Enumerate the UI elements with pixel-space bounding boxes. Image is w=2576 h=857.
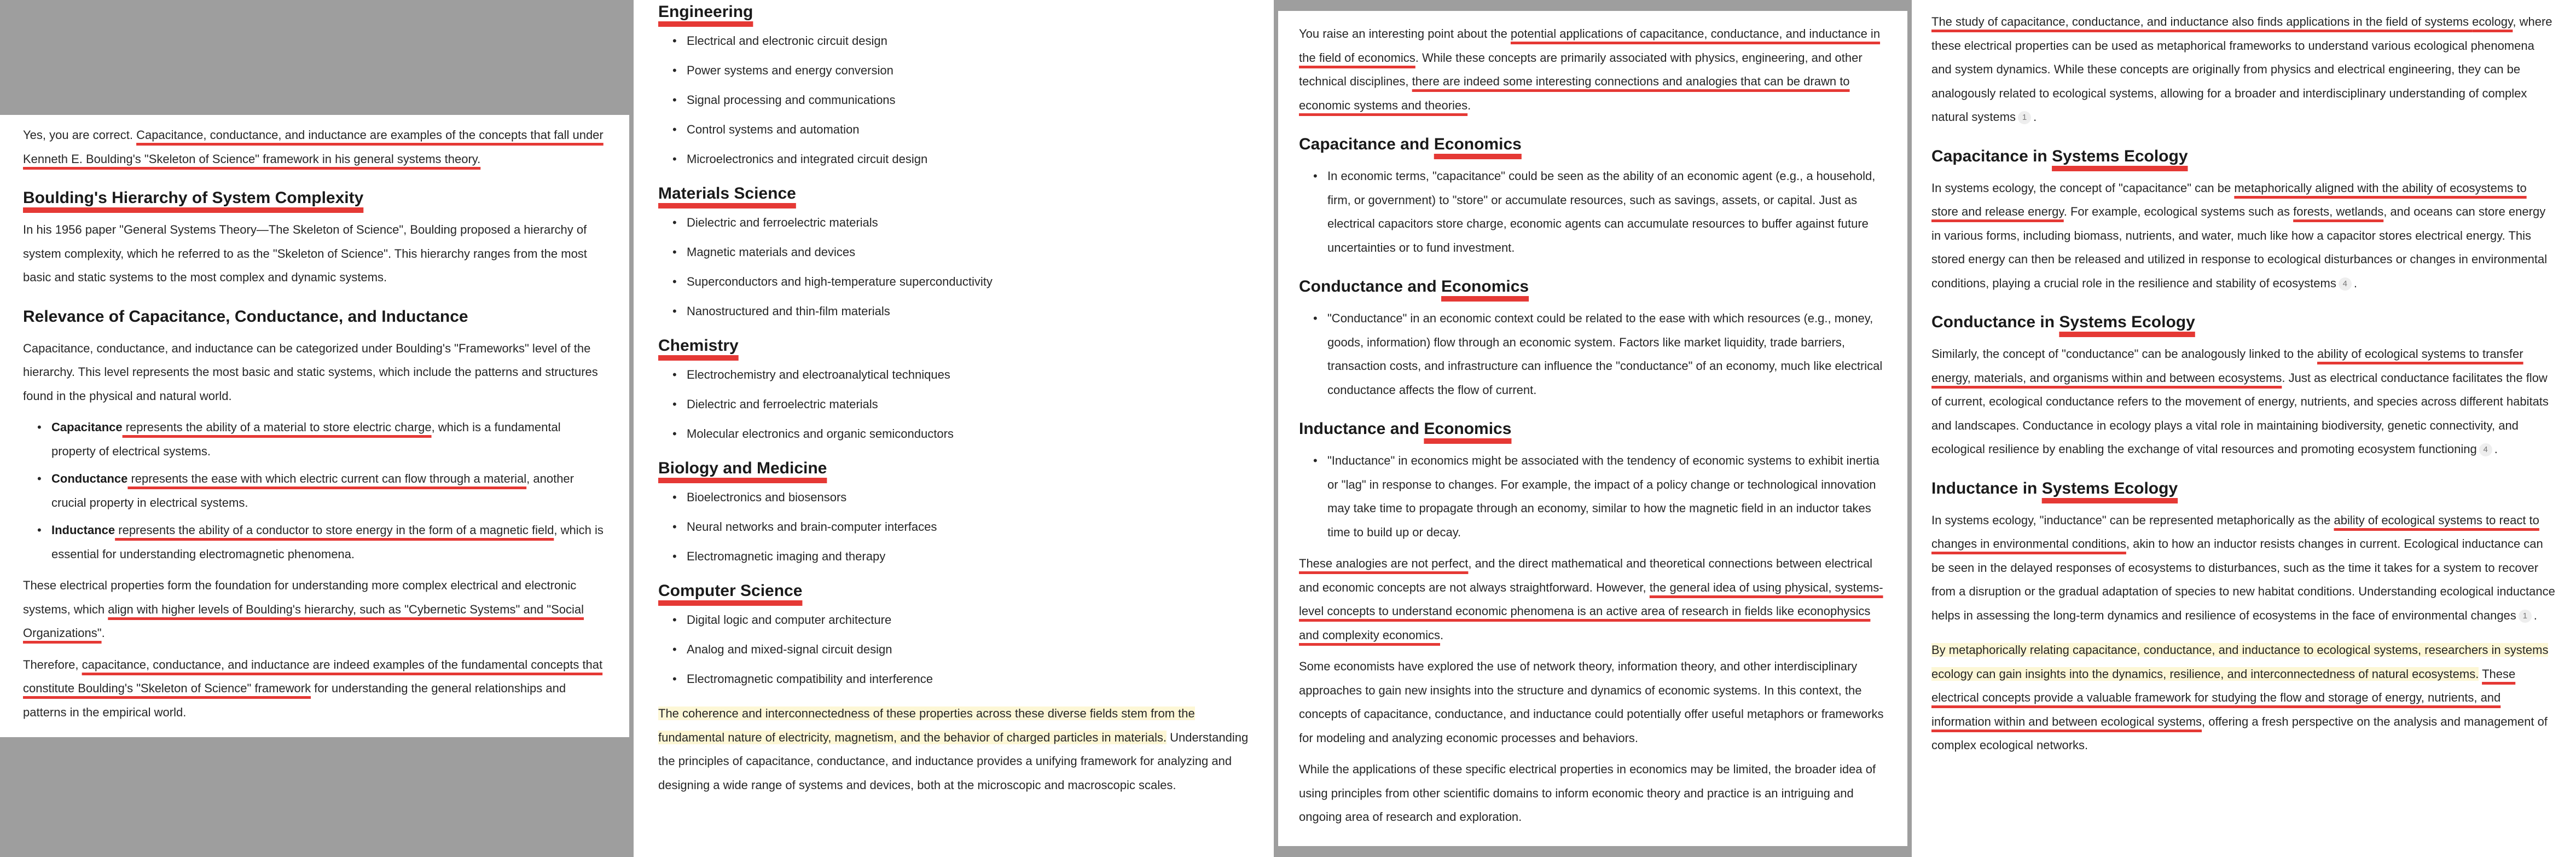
paragraph: In systems ecology, "inductance" can be represented metaphorically as the ability of ecological systems to react to changes in environmental conditions, akin to how an inductor resists changes in current. Ecological inductance can be seen in the delayed responses of ecosystems to disturbances, such as the time it takes for a system to recover from a disruption or the gradual adaptation of species to new habitat conditions. Understanding ecological inductance helps in assessing the long-term dynamics and resilience of ecosystems in the face of environmental changes 1 . — [1931, 513, 2555, 622]
list-item: • Neural networks and brain-computer interfaces — [658, 512, 1249, 542]
highlighted-claim: Capacitance, conductance, and inductance are examples of the concepts that fall under Kenneth E. Boulding's "Skeleton of Science" framework in his general systems theory. — [23, 128, 604, 166]
analogy-list — [1299, 449, 1887, 544]
citation-badge[interactable]: 4 — [2479, 443, 2492, 456]
paragraph: Capacitance, conductance, and inductance can be categorized under Boulding's "Frameworks" level of the hierarchy. This level represents the most basic and static systems, which include the patterns and structures found in the physical and natural world. — [23, 341, 598, 403]
intro-paragraph: You raise an interesting point about the potential applications of capacitance, conductance, and inductance in the field of economics. While these concepts are primarily associated with physics, engineering, and other technical disciplines, there are indeed some interesting connections and analogies that can be drawn to economic systems and theories. — [1299, 27, 1881, 112]
list-item: • Nanostructured and thin-film materials — [658, 297, 1249, 326]
citation-badge[interactable]: 4 — [2339, 277, 2352, 291]
field-list — [658, 483, 1249, 571]
section-heading: Biology and Medicine — [658, 459, 827, 477]
list-item: • Microelectronics and integrated circuit design — [658, 144, 1249, 174]
list-item: • Bioelectronics and biosensors — [658, 483, 1249, 512]
response-panel-skeleton-of-science — [0, 115, 629, 737]
response-panel-fields — [634, 0, 1274, 857]
list-item: • Magnetic materials and devices — [658, 238, 1249, 267]
list-item: • Dielectric and ferroelectric materials — [658, 208, 1249, 238]
list-item: • In economic terms, "capacitance" could be seen as the ability of an economic agent (e.g., a household, firm, or government) to "store" or accumulate resources, such as savings, assets, or capital. Just as electrical capacitors store charge, economic agents can accumulate resources to buffer against future uncertainties or to fund investment. — [1299, 164, 1887, 259]
list-item: • Conductance represents the ease with which electric current can flow through a material, another crucial property in electrical systems. — [23, 467, 606, 514]
field-list — [658, 360, 1249, 449]
list-item: • Analog and mixed-signal circuit design — [658, 635, 1249, 664]
list-item: • Control systems and automation — [658, 115, 1249, 144]
field-list — [658, 605, 1249, 694]
section-heading: Boulding's Hierarchy of System Complexity — [23, 189, 364, 207]
response-panel-economics — [1278, 11, 1907, 846]
list-item: • Dielectric and ferroelectric materials — [658, 390, 1249, 419]
list-item: • Electrical and electronic circuit design — [658, 26, 1249, 56]
section-heading: Engineering — [658, 3, 753, 21]
list-item: • "Conductance" in an economic context could be related to the ease with which resources (e.g., money, goods, information) flow through an economic system. Factors like market liquidity, trade barriers, transaction costs, and infrastructure can influence the "conductance" of an economy, much like electrical conductance affects the flow of current. — [1299, 306, 1887, 402]
list-item: • Digital logic and computer architecture — [658, 605, 1249, 635]
property-list — [23, 415, 606, 566]
analogy-list — [1299, 164, 1887, 259]
section-heading: Capacitance in Systems Ecology — [1931, 147, 2188, 165]
highlighted-text: The coherence and interconnectedness of these properties across these diverse fields stem from the fundamental nature of electricity, magnetism, and the behavior of charged particles in materials. — [658, 707, 1195, 744]
analogy-list — [1299, 306, 1887, 402]
section-heading: Inductance in Systems Ecology — [1931, 479, 2178, 497]
list-item: • Power systems and energy conversion — [658, 56, 1249, 85]
paragraph: Therefore, capacitance, conductance, and inductance are indeed examples of the fundamental concepts that constitute Boulding's "Skeleton of Science" framework for understanding the general relationships and patterns in the empirical world. — [23, 657, 603, 719]
list-item: • "Inductance" in economics might be associated with the tendency of economic systems to exhibit inertia or "lag" in response to changes. For example, the impact of a policy change or technological innovation may take time to propagate through an economy, similar to how the magnetic field in an inductor takes time to build up or decay. — [1299, 449, 1887, 544]
section-heading: Relevance of Capacitance, Conductance, and Inductance — [23, 307, 468, 326]
section-heading: Conductance in Systems Ecology — [1931, 313, 2195, 331]
intro-paragraph: Yes, you are correct. Capacitance, conductance, and inductance are examples of the concepts that fall under Kenneth E. Boulding's "Skeleton of Science" framework in his general systems theory. — [23, 128, 604, 166]
list-item: • Signal processing and communications — [658, 85, 1249, 115]
paragraph: In systems ecology, the concept of "capacitance" can be metaphorically aligned with the ability of ecosystems to store and release energy. For example, ecological systems such as forests, wetlands, and oceans can store energy in various forms, including biomass, nutrients, and water, much like how a capacitor stores electrical energy. This stored energy can then be released and utilized in response to ecological disturbances or changes in environmental conditions, playing a crucial role in the resilience and stability of ecosystems 4 . — [1931, 181, 2548, 290]
paragraph: Some economists have explored the use of network theory, information theory, and other interdisciplinary approaches to gain new insights into the structure and dynamics of economic systems. In this context, the concepts of capacitance, conductance, and inductance could potentially offer useful metaphors or frameworks for modeling and analyzing economic processes and behaviors. — [1299, 659, 1884, 745]
response-panel-systems-ecology — [1912, 0, 2576, 857]
section-heading: Computer Science — [658, 582, 803, 600]
field-list — [658, 208, 1249, 326]
citation-badge[interactable]: 1 — [2519, 610, 2532, 623]
section-heading: Materials Science — [658, 184, 796, 202]
paragraph: These analogies are not perfect, and the direct mathematical and theoretical connections between electrical and economic concepts are not always straightforward. However, the general idea of using physical, systems-level concepts to understand economic phenomena is an active area of research in fields like econophysics and complexity economics. — [1299, 557, 1883, 642]
section-heading: Conductance and Economics — [1299, 277, 1529, 296]
section-heading: Inductance and Economics — [1299, 420, 1512, 438]
list-item: • Inductance represents the ability of a conductor to store energy in the form of a magnetic field, which is essential for understanding electromagnetic phenomena. — [23, 518, 606, 566]
list-item: • Electromagnetic imaging and therapy — [658, 542, 1249, 571]
paragraph: Similarly, the concept of "conductance" can be analogously linked to the ability of ecological systems to transfer energy, materials, and organisms within and between ecosystems. Just as electrical conductance facilitates the flow of current, ecological conductance refers to the movement of energy, nutrients, and species across different habitats and landscapes. Conductance in ecology plays a vital role in maintaining biodiversity, genetic connectivity, and ecological resilience by enabling the exchange of vital resources and promoting ecosystem functioning 4 . — [1931, 347, 2549, 456]
closing-paragraph: By metaphorically relating capacitance, conductance, and inductance to ecological systems, researchers in systems ecology can gain insights into the dynamics, resilience, and interconnectedness of natural ecosystems. These electrical concepts provide a valuable framework for studying the flow and storage of energy, nutrients, and information within and between ecological systems, offering a fresh perspective on the analysis and management of complex ecological networks. — [1931, 643, 2549, 752]
list-item: • Capacitance represents the ability of a material to store electric charge, which is a fundamental property of electrical systems. — [23, 415, 606, 463]
list-item: • Electromagnetic compatibility and interference — [658, 664, 1249, 694]
list-item: • Molecular electronics and organic semiconductors — [658, 419, 1249, 449]
section-heading: Capacitance and Economics — [1299, 135, 1522, 153]
paragraph: These electrical properties form the foundation for understanding more complex electrical and electronic systems, which align with higher levels of Boulding's hierarchy, such as "Cybernetic Systems" and "Social Organizations". — [23, 578, 584, 640]
section-heading: Chemistry — [658, 337, 739, 355]
closing-paragraph: The coherence and interconnectedness of these properties across these diverse fields stem from the fundamental nature of electricity, magnetism, and the behavior of charged particles in materials. Understanding the principles of capacitance, conductance, and inductance provides a unifying framework for analyzing and designing a wide range of systems and devices, both at the microscopic and macroscopic scales. — [658, 707, 1249, 792]
intro-paragraph: The study of capacitance, conductance, and inductance also finds applications in the field of systems ecology, where these electrical properties can be used as metaphorical frameworks to understand various ecological phenomena and system dynamics. While these concepts are originally from physics and electrical engineering, they can be analogously related to ecological systems, allowing for a broader and interdisciplinary understanding of complex natural systems 1 . — [1931, 15, 2552, 124]
field-list — [658, 26, 1249, 174]
citation-badge[interactable]: 1 — [2018, 111, 2031, 124]
paragraph: In his 1956 paper "General Systems Theory—The Skeleton of Science", Boulding proposed a hierarchy of system complexity, which he referred to as the "Skeleton of Science". This hierarchy ranges from the most basic and static systems to the most complex and dynamic systems. — [23, 223, 587, 284]
list-item: • Electrochemistry and electroanalytical techniques — [658, 360, 1249, 390]
list-item: • Superconductors and high-temperature superconductivity — [658, 267, 1249, 297]
paragraph: While the applications of these specific electrical properties in economics may be limited, the broader idea of using principles from other scientific domains to inform economic theory and practice is an intriguing and ongoing area of research and exploration. — [1299, 762, 1876, 824]
highlighted-text: By metaphorically relating capacitance, conductance, and inductance to ecological systems, researchers in systems ecology can gain insights into the dynamics, resilience, and interconnectedness of natural ecosystems. — [1931, 643, 2549, 681]
